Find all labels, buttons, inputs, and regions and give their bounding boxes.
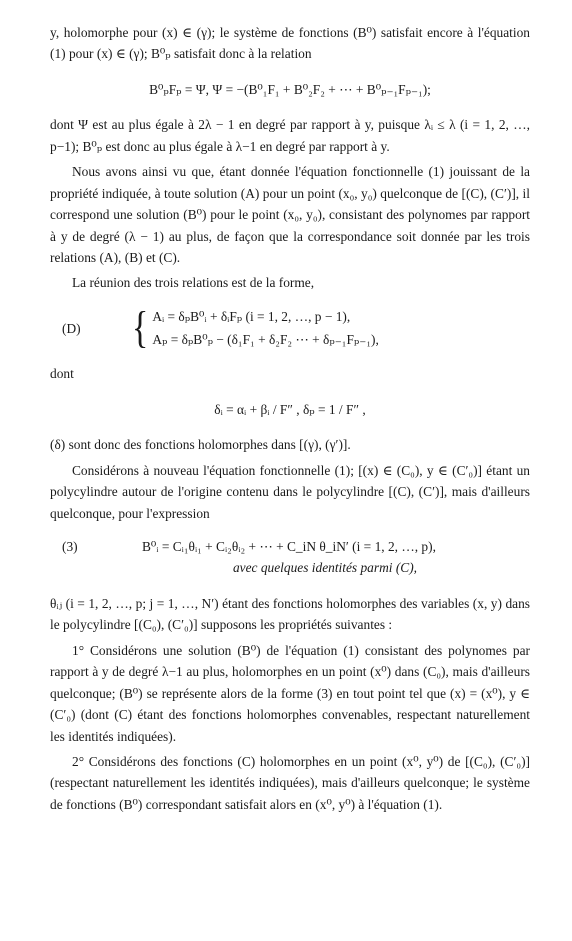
equation-delta: δᵢ = αᵢ + βᵢ / F″ , δₚ = 1 / F″ , [214, 401, 366, 417]
equation-system-body [132, 303, 379, 352]
equation-system-d [50, 303, 530, 352]
paragraph-6: (δ) sont donc des fonctions holomorphes dans [(γ), (γ′)]. [50, 437, 351, 453]
paragraph-10: 2° Considérons des fonctions (C) holomorphes en un point (x⁰, y⁰) de [(C₀), (C′₀)] (respectant naturellement les identités indiquées), mais d'ailleurs quelconque; le système de fonctions (B⁰) correspondant satisfait alors en (x⁰, y⁰) à l'équation (1). [50, 753, 530, 812]
paragraph-1: y, holomorphe pour (x) ∈ (γ); le système de fonctions (B⁰) satisfait encore à l'équation (1) pour (x) ∈ (γ); B⁰ₚ satisfait donc à la relation [50, 25, 530, 62]
paragraph-dont: dont [50, 366, 74, 382]
paragraph-9: 1° Considérons une solution (B⁰) de l'équation (1) consistant des polynomes par rapport à y de degré λ−1 au plus, holomorphes en un point (x⁰) dans (C₀), mais d'ailleurs quelconque; (B⁰) se représente alors de la forme (3) en tout point tel que (x) = (x⁰), y ∈ (C′₀) (dont (C) étant des fonctions holomorphes convenables, respectant naturellement les identités indiquées). [50, 642, 530, 744]
equation-d-line-2: Aₚ = δₚB⁰ₚ − (δ₁F₁ + δ₂F₂ ⋯ + δₚ₋₁Fₚ₋₁), [152, 331, 379, 347]
paragraph-3: Nous avons ainsi vu que, étant donnée l'équation fonctionnelle (1) jouissant de la propriété indiquée, à toute solution (A) pour un point (x₀, y₀) quelconque de [(C), (C′)], il correspond une solution (B⁰) pour le point (x₀, y₀), consistant des polynomes par rapport à y de degré (λ − 1) au plus, de façon que la correspondance soit donnée par les trois relations (A), (B) et (C). [50, 164, 530, 265]
equation-d-line-1: Aᵢ = δₚB⁰ᵢ + δᵢFₚ (i = 1, 2, …, p − 1), [152, 308, 351, 324]
equation-3 [50, 536, 530, 579]
equation-3-row [50, 536, 530, 557]
equation-3-line-1: B⁰ᵢ = Cᵢ₁θᵢ₁ + Cᵢ₂θᵢ₂ + ⋯ + C_iN θ_iN′ (i = 1, 2, …, p), [142, 539, 436, 554]
equation-label-3: (3) [62, 539, 78, 554]
equation-3-line-2: avec quelques identités parmi (C), [232, 560, 418, 576]
left-brace: { [132, 303, 149, 352]
paper-page [50, 22, 530, 815]
equation-bp-fp: B⁰ₚFₚ = Ψ, Ψ = −(B⁰₁F₁ + B⁰₂F₂ + ⋯ + B⁰ₚ₋₁Fₚ₋₁); [149, 81, 431, 97]
paragraph-7: Considérons à nouveau l'équation fonctionnelle (1); [(x) ∈ (C₀), y ∈ (C′₀)] étant un polycylindre autour de l'origine contenu dans le polycylindre [(C), (C′)], mais d'ailleurs quelconque, pour l'expression [50, 462, 530, 521]
paragraph-2: dont Ψ est au plus égale à 2λ − 1 en degré par rapport à y, puisque λᵢ ≤ λ (i = 1, 2, …, p−1); B⁰ₚ est donc au plus égale à λ−1 en degré par rapport à y. [50, 117, 530, 154]
equation-system-lines [152, 306, 378, 352]
paragraph-8: θᵢⱼ (i = 1, 2, …, p; j = 1, …, N′) étant des fonctions holomorphes des variables (x, y) dans le polycylindre [(C₀), (C′₀)] supposons les propriétés suivantes : [50, 595, 530, 633]
paragraph-4: La réunion des trois relations est de la forme, [72, 275, 315, 291]
equation-label-d: (D) [62, 320, 81, 336]
